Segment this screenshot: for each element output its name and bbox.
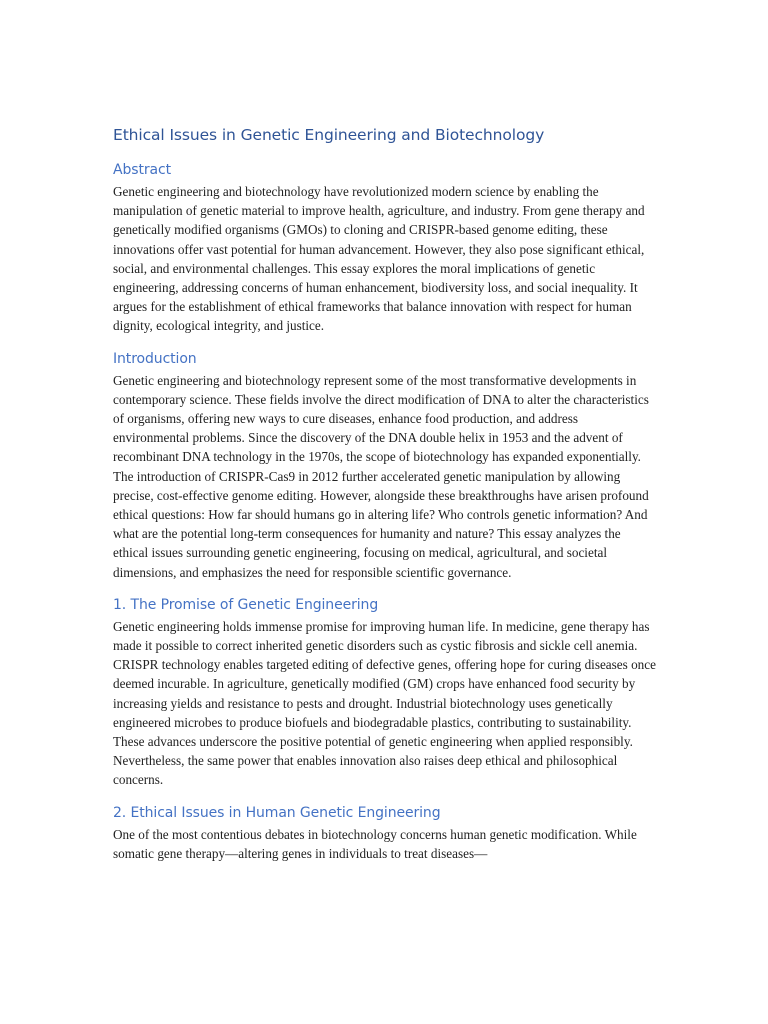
section-paragraph-abstract: Genetic engineering and biotechnology have revolutionized modern science by enabling the manipulation of genetic material to improve health, agriculture, and industry. From gene therapy and genetically modified organisms (GMOs) to cloning and CRISPR-based genome editing, these innovations offer vast potential for human advancement. However, they also pose significant ethical, social, and environmental challenges. This essay explores the moral implications of genetic engineering, addressing concerns of human enhancement, biodiversity loss, and social inequality. It argues for the establishment of ethical frameworks that balance innovation with respect for human dignity, ecological integrity, and justice. xyxy=(113,184,645,334)
section-paragraph-introduction: Genetic engineering and biotechnology represent some of the most transformative developments in contemporary science. These fields involve the direct modification of DNA to alter the characteristics of organisms, offering new ways to cure diseases, enhance food production, and address environmental problems. Since the discovery of the DNA double helix in 1953 and the advent of recombinant DNA technology in the 1970s, the scope of biotechnology has expanded exponentially. The introduction of CRISPR-Cas9 in 2012 further accelerated genetic manipulation by allowing precise, cost-effective genome editing. However, alongside these breakthroughs have arisen profound ethical questions: How far should humans go in altering life? Who controls genetic information? And what are the potential long-term consequences for humanity and nature? This essay analyzes the ethical issues surrounding genetic engineering, focusing on medical, agricultural, and societal dimensions, and emphasizes the need for responsible scientific governance. xyxy=(113,372,649,580)
section-paragraph-human-engineering: One of the most contentious debates in biotechnology concerns human genetic modification. While somatic gene therapy—altering genes in individuals to treat diseases— xyxy=(113,826,637,861)
document-title: Ethical Issues in Genetic Engineering and Biotechnology xyxy=(113,126,545,144)
section-abstract xyxy=(113,160,657,336)
section-human-engineering xyxy=(113,803,657,863)
section-heading-promise: 1. The Promise of Genetic Engineering xyxy=(113,596,379,613)
document-content xyxy=(113,124,657,876)
section-heading-introduction: Introduction xyxy=(113,350,197,367)
section-paragraph-promise: Genetic engineering holds immense promise for improving human life. In medicine, gene therapy has made it possible to correct inherited genetic disorders such as cystic fibrosis and sickle cell anemia. CRISPR technology enables targeted editing of defective genes, offering hope for curing diseases once deemed incurable. In agriculture, genetically modified (GM) crops have enhanced food security by increasing yields and resistance to pests and drought. Industrial biotechnology uses genetically engineered microbes to produce biofuels and biodegradable plastics, contributing to sustainability. These advances underscore the positive potential of genetic engineering when applied responsibly. Nevertheless, the same power that enables innovation also raises deep ethical and philosophical concerns. xyxy=(113,618,656,788)
section-heading-human-engineering: 2. Ethical Issues in Human Genetic Engineering xyxy=(113,804,441,821)
section-introduction xyxy=(113,349,657,582)
section-heading-abstract: Abstract xyxy=(113,162,171,178)
section-promise xyxy=(113,595,657,790)
